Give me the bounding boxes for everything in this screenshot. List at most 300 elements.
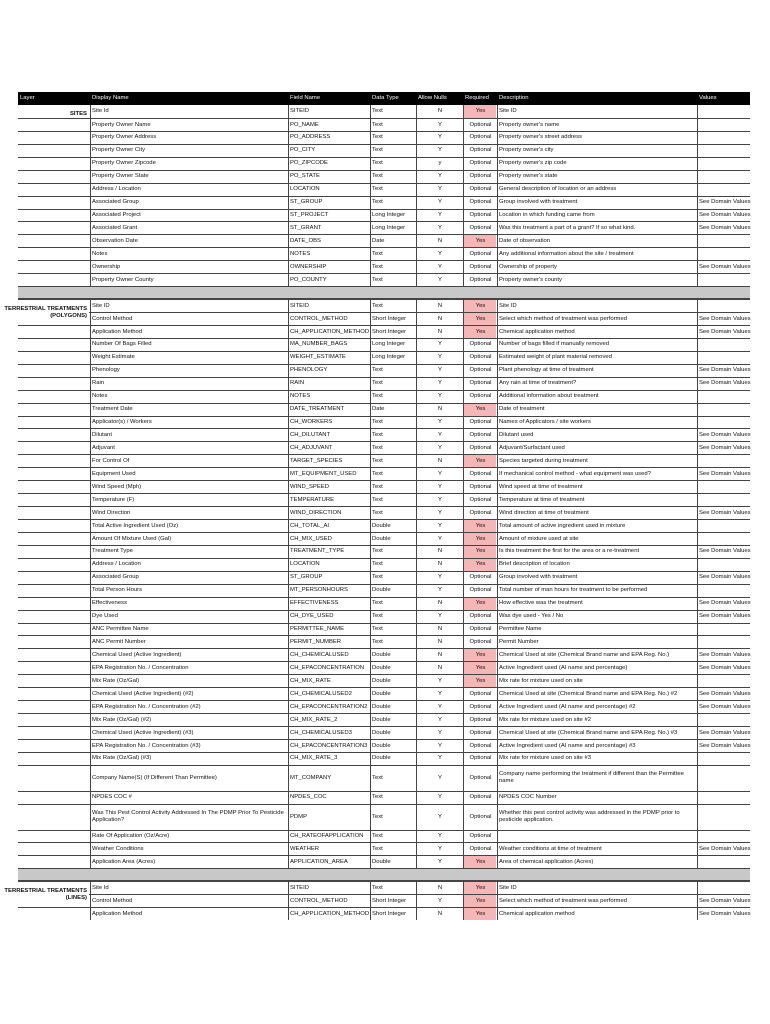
values-cell: See Domain Values xyxy=(697,326,750,338)
field-name-cell: CH_EPACONCENTRATION2 xyxy=(288,701,369,713)
values-cell xyxy=(697,753,750,765)
data-type-cell: Text xyxy=(370,507,415,519)
values-cell xyxy=(697,184,750,196)
description-cell: Property owner's street address xyxy=(497,132,696,144)
field-name-cell: NOTES xyxy=(288,248,369,260)
layer-cell xyxy=(18,856,89,868)
values-cell xyxy=(697,132,750,144)
layer-cell xyxy=(18,274,89,286)
table-row xyxy=(18,648,750,661)
table-row xyxy=(18,118,750,131)
required-cell: Optional xyxy=(463,429,496,441)
description-cell: Date of observation xyxy=(497,235,696,247)
field-name-cell: CH_ADJUVANT xyxy=(288,442,369,454)
layer-cell xyxy=(18,753,89,765)
allow-nulls-cell: N xyxy=(416,662,462,674)
data-type-cell: Double xyxy=(370,701,415,713)
data-type-cell: Double xyxy=(370,740,415,752)
data-type-cell: Text xyxy=(370,636,415,648)
data-type-cell: Text xyxy=(370,559,415,571)
display-name-cell: Property Owner Name xyxy=(90,119,287,131)
table-row xyxy=(18,855,750,868)
values-cell xyxy=(697,856,750,868)
values-cell: See Domain Values xyxy=(697,701,750,713)
data-type-cell: Text xyxy=(370,119,415,131)
allow-nulls-cell: Y xyxy=(416,585,462,597)
required-cell: Yes xyxy=(463,313,496,325)
layer-cell xyxy=(18,701,89,713)
field-name-cell: ST_GROUP xyxy=(288,572,369,584)
values-cell: See Domain Values xyxy=(697,222,750,234)
data-type-cell: Text xyxy=(370,455,415,467)
table-row xyxy=(18,765,750,791)
required-cell: Yes xyxy=(463,235,496,247)
allow-nulls-cell: N xyxy=(416,546,462,558)
required-cell: Optional xyxy=(463,171,496,183)
layer-cell xyxy=(18,365,89,377)
description-cell: Weather conditions at time of treatment xyxy=(497,843,696,855)
required-cell: Yes xyxy=(463,105,496,118)
required-cell: Optional xyxy=(463,365,496,377)
table-row xyxy=(18,312,750,325)
layer-cell xyxy=(18,158,89,170)
layer-cell xyxy=(18,481,89,493)
values-cell: See Domain Values xyxy=(697,429,750,441)
display-name-cell: Application Method xyxy=(90,326,287,338)
description-cell: Adjuvant/Surfactant used xyxy=(497,442,696,454)
allow-nulls-cell: Y xyxy=(416,378,462,390)
section-separator xyxy=(18,868,750,881)
required-cell: Optional xyxy=(463,701,496,713)
description-cell: Permittee Name xyxy=(497,624,696,636)
required-cell: Yes xyxy=(463,455,496,467)
allow-nulls-cell: y xyxy=(416,158,462,170)
required-cell: Optional xyxy=(463,417,496,429)
description-cell: Is this treatment the first for the area or a re-treatment xyxy=(497,546,696,558)
values-cell xyxy=(697,481,750,493)
description-cell: Dilutant used xyxy=(497,429,696,441)
required-cell: Yes xyxy=(463,908,496,920)
header-description: Description xyxy=(499,95,529,101)
required-cell: Optional xyxy=(463,261,496,273)
values-cell xyxy=(697,533,750,545)
required-cell: Optional xyxy=(463,119,496,131)
values-cell xyxy=(697,455,750,467)
display-name-cell: Notes xyxy=(90,248,287,260)
values-cell: See Domain Values xyxy=(697,261,750,273)
allow-nulls-cell: Y xyxy=(416,792,462,804)
header-allow-nulls: Allow Nulls xyxy=(418,95,447,101)
table-row xyxy=(18,830,750,843)
required-cell: Optional xyxy=(463,481,496,493)
layer-cell xyxy=(18,171,89,183)
layer-cell xyxy=(18,572,89,584)
data-type-cell: Text xyxy=(370,158,415,170)
description-cell: Plant phenology at time of treatment xyxy=(497,365,696,377)
table-row xyxy=(18,480,750,493)
display-name-cell: Control Method xyxy=(90,313,287,325)
field-name-cell: ST_GRANT xyxy=(288,222,369,234)
table-row xyxy=(18,687,750,700)
field-name-cell: PO_COUNTY xyxy=(288,274,369,286)
data-type-cell: Text xyxy=(370,274,415,286)
required-cell: Optional xyxy=(463,378,496,390)
allow-nulls-cell: N xyxy=(416,455,462,467)
table-row xyxy=(18,610,750,623)
field-name-cell: NPDES_COC xyxy=(288,792,369,804)
required-cell: Optional xyxy=(463,585,496,597)
data-type-cell: Long Integer xyxy=(370,210,415,222)
display-name-cell: EPA Registration No. / Concentration (#2) xyxy=(90,701,287,713)
data-type-cell: Double xyxy=(370,662,415,674)
field-name-cell: LOCATION xyxy=(288,184,369,196)
required-cell: Optional xyxy=(463,740,496,752)
display-name-cell: For Control Of xyxy=(90,455,287,467)
layer-cell xyxy=(18,585,89,597)
field-name-cell: MT_COMPANY xyxy=(288,766,369,791)
data-type-cell: Double xyxy=(370,727,415,739)
field-name-cell: CH_CHEMICALUSED xyxy=(288,649,369,661)
description-cell: Brief description of location xyxy=(497,559,696,571)
layer-cell xyxy=(18,494,89,506)
layer-cell xyxy=(18,119,89,131)
layer-cell xyxy=(18,339,89,351)
table-row xyxy=(18,519,750,532)
field-name-cell: SITEID xyxy=(288,105,369,118)
layer-cell xyxy=(18,455,89,467)
field-name-cell: NOTES xyxy=(288,391,369,403)
display-name-cell: Total Person Hours xyxy=(90,585,287,597)
table-row xyxy=(18,157,750,170)
display-name-cell: Property Owner Address xyxy=(90,132,287,144)
description-cell: Total amount of active ingredient used in mixture xyxy=(497,520,696,532)
description-cell: Chemical Used at site (Chemical Brand name and EPA Reg. No.) xyxy=(497,649,696,661)
layer-name: TERRESTRIAL TREATMENTS xyxy=(4,887,87,894)
required-cell: Optional xyxy=(463,197,496,209)
allow-nulls-cell: Y xyxy=(416,365,462,377)
layer-cell xyxy=(18,559,89,571)
layer-cell xyxy=(18,740,89,752)
table-row xyxy=(18,791,750,804)
required-cell: Yes xyxy=(463,559,496,571)
description-cell: Total number of man hours for treatment to be performed xyxy=(497,585,696,597)
display-name-cell: Ownership xyxy=(90,261,287,273)
display-name-cell: Chemical Used (Active Ingredient) (#3) xyxy=(90,727,287,739)
layer-cell xyxy=(18,908,89,920)
description-cell: Chemical Used at site (Chemical Brand name and EPA Reg. No.) #3 xyxy=(497,727,696,739)
field-name-cell: MT_PERSONHOURS xyxy=(288,585,369,597)
description-cell: Chemical application method xyxy=(497,326,696,338)
field-name-cell: CH_RATEOFAPPLICATION xyxy=(288,831,369,843)
required-cell: Optional xyxy=(463,507,496,519)
description-cell: Number of bags filled if manually removed xyxy=(497,339,696,351)
layer-cell xyxy=(18,792,89,804)
field-name-cell: PERMIT_NUMBER xyxy=(288,636,369,648)
display-name-cell: Number Of Bags Filled xyxy=(90,339,287,351)
description-cell: Was dye used - Yes / No xyxy=(497,611,696,623)
allow-nulls-cell: N xyxy=(416,105,462,118)
required-cell: Optional xyxy=(463,766,496,791)
values-cell xyxy=(697,171,750,183)
display-name-cell: Treatment Type xyxy=(90,546,287,558)
display-name-cell: Total Active Ingredient Used (Oz) xyxy=(90,520,287,532)
table-row xyxy=(18,390,750,403)
required-cell: Optional xyxy=(463,843,496,855)
table-body xyxy=(4,105,751,920)
layer-cell xyxy=(18,210,89,222)
data-type-cell: Text xyxy=(370,171,415,183)
table-row xyxy=(18,260,750,273)
table-row xyxy=(18,377,750,390)
allow-nulls-cell: Y xyxy=(416,727,462,739)
table-row xyxy=(18,131,750,144)
field-name-cell: CH_APPLICATION_METHOD xyxy=(288,326,369,338)
display-name-cell: Applicator(s) / Workers xyxy=(90,417,287,429)
field-name-cell: SITEID xyxy=(288,882,369,894)
table-row xyxy=(18,558,750,571)
layer-cell xyxy=(18,184,89,196)
display-name-cell: Weather Conditions xyxy=(90,843,287,855)
layer-cell xyxy=(18,105,89,118)
display-name-cell: Associated Group xyxy=(90,572,287,584)
display-name-cell: Equipment Used xyxy=(90,468,287,480)
description-cell: Active Ingredient used (AI name and percentage) #3 xyxy=(497,740,696,752)
required-cell: Yes xyxy=(463,326,496,338)
field-name-cell: WEATHER xyxy=(288,843,369,855)
allow-nulls-cell: N xyxy=(416,300,462,312)
data-type-cell: Date xyxy=(370,235,415,247)
allow-nulls-cell: Y xyxy=(416,417,462,429)
display-name-cell: Site ID xyxy=(90,300,287,312)
required-cell: Yes xyxy=(463,895,496,907)
required-cell: Optional xyxy=(463,624,496,636)
description-cell: Chemical application method xyxy=(497,908,696,920)
values-cell: See Domain Values xyxy=(697,507,750,519)
values-cell xyxy=(697,339,750,351)
description-cell: Select which method of treatment was performed xyxy=(497,313,696,325)
allow-nulls-cell: Y xyxy=(416,442,462,454)
field-name-cell: CH_DILUTANT xyxy=(288,429,369,441)
data-type-cell: Text xyxy=(370,442,415,454)
table-row xyxy=(18,170,750,183)
allow-nulls-cell: Y xyxy=(416,274,462,286)
required-cell: Yes xyxy=(463,533,496,545)
field-name-cell: CH_EPACONCENTRATION xyxy=(288,662,369,674)
data-type-cell: Double xyxy=(370,649,415,661)
data-type-cell: Text xyxy=(370,882,415,894)
display-name-cell: Associated Project xyxy=(90,210,287,222)
display-name-cell: Dye Used xyxy=(90,611,287,623)
table-row xyxy=(18,584,750,597)
values-cell: See Domain Values xyxy=(697,649,750,661)
allow-nulls-cell: Y xyxy=(416,611,462,623)
description-cell: Additional information about treatment xyxy=(497,391,696,403)
description-cell: Chemical Used at site (Chemical Brand name and EPA Reg. No.) #2 xyxy=(497,688,696,700)
layer-cell xyxy=(18,831,89,843)
layer-cell xyxy=(18,598,89,610)
display-name-cell: Mix Rate (Oz/Gal) (#3) xyxy=(90,753,287,765)
values-cell xyxy=(697,158,750,170)
table-row xyxy=(18,739,750,752)
description-cell: Permit Number xyxy=(497,636,696,648)
display-name-cell: Address / Location xyxy=(90,184,287,196)
table-row xyxy=(18,597,750,610)
layer-cell xyxy=(18,326,89,338)
table-row xyxy=(18,221,750,234)
table-row xyxy=(18,493,750,506)
values-cell xyxy=(697,119,750,131)
values-cell xyxy=(697,274,750,286)
values-cell xyxy=(697,636,750,648)
display-name-cell: ANC Permit Number xyxy=(90,636,287,648)
table-row xyxy=(18,441,750,454)
field-name-cell: OWNERSHIP xyxy=(288,261,369,273)
layer-cell xyxy=(18,675,89,687)
values-cell: See Domain Values xyxy=(697,688,750,700)
allow-nulls-cell: N xyxy=(416,313,462,325)
required-cell: Yes xyxy=(463,404,496,416)
required-cell: Yes xyxy=(463,662,496,674)
layer-cell xyxy=(18,248,89,260)
layer-cell xyxy=(18,468,89,480)
required-cell: Optional xyxy=(463,494,496,506)
allow-nulls-cell: Y xyxy=(416,197,462,209)
description-cell: Site ID xyxy=(497,882,696,894)
data-type-cell: Text xyxy=(370,481,415,493)
layer-cell xyxy=(18,843,89,855)
layer-cell xyxy=(18,611,89,623)
description-cell: Company name performing the treatment if different than the Permittee name xyxy=(497,766,696,791)
required-cell: Optional xyxy=(463,210,496,222)
data-type-cell: Double xyxy=(370,856,415,868)
layer-cell xyxy=(18,352,89,364)
required-cell: Yes xyxy=(463,300,496,312)
values-cell xyxy=(697,248,750,260)
data-type-cell: Text xyxy=(370,468,415,480)
allow-nulls-cell: Y xyxy=(416,339,462,351)
field-name-cell: CH_MIX_RATE_2 xyxy=(288,714,369,726)
values-cell xyxy=(697,559,750,571)
layer-name: (LINES) xyxy=(65,894,87,901)
data-type-cell: Double xyxy=(370,688,415,700)
display-name-cell: Site Id xyxy=(90,105,287,118)
description-cell: Active Ingredient used (AI name and percentage) xyxy=(497,662,696,674)
values-cell xyxy=(697,675,750,687)
data-type-cell: Text xyxy=(370,132,415,144)
data-type-cell: Short Integer xyxy=(370,908,415,920)
description-cell: Ownership of property xyxy=(497,261,696,273)
values-cell xyxy=(697,585,750,597)
required-cell: Yes xyxy=(463,649,496,661)
description-cell: Was this treatment a part of a grant? If so what kind. xyxy=(497,222,696,234)
field-name-cell: CH_DYE_USED xyxy=(288,611,369,623)
layer-name: TERRESTRIAL TREATMENTS xyxy=(4,305,87,312)
field-name-cell: ST_PROJECT xyxy=(288,210,369,222)
description-cell: Any rain at time of treatment? xyxy=(497,378,696,390)
allow-nulls-cell: Y xyxy=(416,352,462,364)
header-layer: Layer xyxy=(20,95,35,101)
layer-cell xyxy=(18,714,89,726)
data-type-cell: Text xyxy=(370,391,415,403)
allow-nulls-cell: Y xyxy=(416,533,462,545)
field-name-cell: RAIN xyxy=(288,378,369,390)
allow-nulls-cell: N xyxy=(416,624,462,636)
description-cell: Area of chemical application (Acres) xyxy=(497,856,696,868)
required-cell: Optional xyxy=(463,468,496,480)
data-type-cell: Double xyxy=(370,585,415,597)
display-name-cell: Rain xyxy=(90,378,287,390)
field-name-cell: CH_WORKERS xyxy=(288,417,369,429)
values-cell xyxy=(697,300,750,312)
section-separator xyxy=(18,286,750,299)
required-cell: Optional xyxy=(463,274,496,286)
values-cell xyxy=(697,352,750,364)
field-name-cell: CH_MIX_RATE_3 xyxy=(288,753,369,765)
data-dictionary-table xyxy=(4,92,751,920)
required-cell: Optional xyxy=(463,805,496,830)
description-cell: Mix rate for mixture used on site #3 xyxy=(497,753,696,765)
display-name-cell: Company Name(S) (If Different Than Permittee) xyxy=(90,766,287,791)
field-name-cell: ST_GROUP xyxy=(288,197,369,209)
table-row xyxy=(18,674,750,687)
table-row xyxy=(18,532,750,545)
display-name-cell: Property Owner Zipcode xyxy=(90,158,287,170)
values-cell: See Domain Values xyxy=(697,598,750,610)
field-name-cell: CH_TOTAL_AI xyxy=(288,520,369,532)
table-row xyxy=(18,428,750,441)
allow-nulls-cell: Y xyxy=(416,507,462,519)
values-cell xyxy=(697,831,750,843)
allow-nulls-cell: Y xyxy=(416,494,462,506)
table-row xyxy=(18,338,750,351)
allow-nulls-cell: Y xyxy=(416,391,462,403)
layer-cell xyxy=(18,222,89,234)
values-cell xyxy=(697,417,750,429)
values-cell xyxy=(697,391,750,403)
values-cell xyxy=(697,882,750,894)
data-type-cell: Long Integer xyxy=(370,352,415,364)
allow-nulls-cell: Y xyxy=(416,805,462,830)
data-type-cell: Text xyxy=(370,378,415,390)
display-name-cell: Amount Of Mixture Used (Gal) xyxy=(90,533,287,545)
table-row xyxy=(18,105,750,118)
allow-nulls-cell: Y xyxy=(416,481,462,493)
values-cell xyxy=(697,235,750,247)
header-field-name: Field Name xyxy=(290,95,321,101)
data-type-cell: Text xyxy=(370,248,415,260)
values-cell xyxy=(697,494,750,506)
values-cell xyxy=(697,520,750,532)
display-name-cell: Property Owner County xyxy=(90,274,287,286)
layer-cell xyxy=(18,417,89,429)
layer-name: (POLYGONS) xyxy=(50,312,87,319)
data-type-cell: Double xyxy=(370,520,415,532)
display-name-cell: Application Method xyxy=(90,908,287,920)
required-cell: Optional xyxy=(463,391,496,403)
description-cell: Whether this pest control activity was addressed in the PDMP prior to pesticide application. xyxy=(497,805,696,830)
display-name-cell: Wind Direction xyxy=(90,507,287,519)
table-row xyxy=(18,894,750,907)
display-name-cell: Mix Rate (Oz/Gal) xyxy=(90,675,287,687)
layer-cell xyxy=(18,145,89,157)
values-cell xyxy=(697,105,750,118)
data-type-cell: Text xyxy=(370,365,415,377)
field-name-cell: PHENOLOGY xyxy=(288,365,369,377)
display-name-cell: Chemical Used (Active Ingredient) xyxy=(90,649,287,661)
description-cell: Property owner's name xyxy=(497,119,696,131)
field-name-cell: PO_ZIPCODE xyxy=(288,158,369,170)
allow-nulls-cell: N xyxy=(416,649,462,661)
